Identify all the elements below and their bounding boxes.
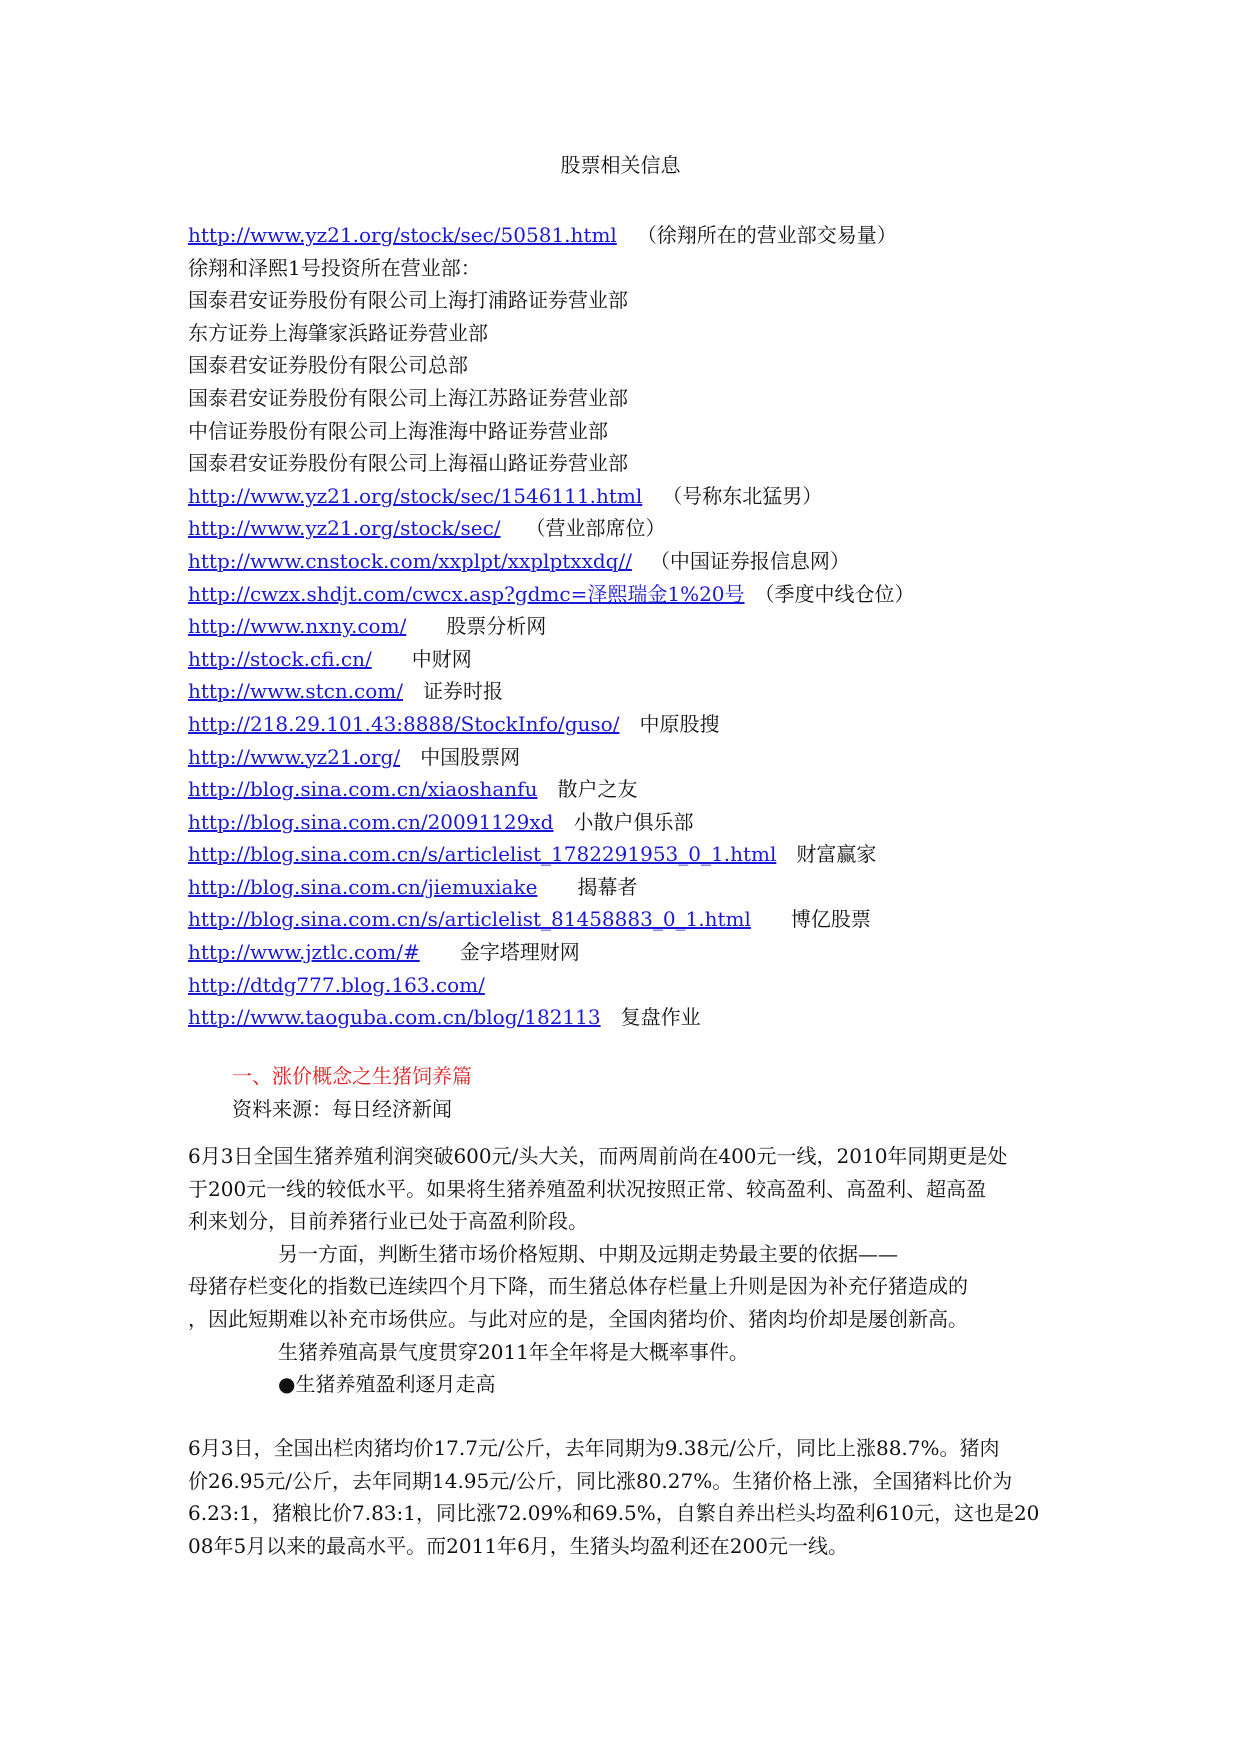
paragraph-1 xyxy=(188,1140,1058,1401)
section-header xyxy=(232,1060,472,1126)
link-list xyxy=(188,219,1088,1034)
link-description: （号称东北猛男） xyxy=(662,483,823,508)
list-text: 国泰君安证券股份有限公司上海福山路证券营业部 xyxy=(188,451,628,476)
url-link[interactable]: http://www.taoguba.com.cn/blog/182113 xyxy=(188,1005,601,1030)
url-link[interactable]: http://www.jztlc.com/# xyxy=(188,940,420,965)
link-description: 中国股票网 xyxy=(420,744,521,769)
list-item xyxy=(188,578,1088,611)
paragraph-line: 母猪存栏变化的指数已连续四个月下降，而生猪总体存栏量上升则是因为补充仔猪造成的 xyxy=(188,1274,968,1299)
list-item xyxy=(188,512,1088,545)
link-description: 复盘作业 xyxy=(620,1005,701,1030)
link-description: （徐翔所在的营业部交易量） xyxy=(636,223,897,247)
link-description: （中国证券报信息网） xyxy=(649,548,850,573)
paragraph-line: 价26.95元/公斤，去年同期14.95元/公斤，同比涨80.27%。生猪价格上涨，全国猪料比价为 xyxy=(188,1468,1013,1493)
list-text: 国泰君安证券股份有限公司上海打浦路证券营业部 xyxy=(188,288,628,313)
list-item xyxy=(188,447,1088,480)
list-item xyxy=(188,610,1088,643)
link-description: 中原股搜 xyxy=(639,711,720,736)
paragraph-line: 6月3日，全国出栏肉猪均价17.7元/公斤，去年同期为9.38元/公斤，同比上涨88.7%。猪肉 xyxy=(188,1436,1000,1460)
paragraph-line: 08年5月以来的最高水平。而2011年6月，生猪头均盈利还在200元一线。 xyxy=(188,1533,848,1558)
list-item xyxy=(188,219,1088,252)
list-item xyxy=(188,936,1088,969)
page-title: 股票相关信息 xyxy=(560,153,681,177)
section-heading: 一、涨价概念之生猪饲养篇 xyxy=(232,1064,472,1088)
list-item xyxy=(188,969,1088,1002)
link-description: 财富赢家 xyxy=(796,842,877,867)
url-link[interactable]: http://cwzx.shdjt.com/cwcx.asp?gdmc=泽熙瑞金1%20号 xyxy=(188,581,745,606)
section-source: 资料来源：每日经济新闻 xyxy=(232,1097,452,1121)
list-text: 徐翔和泽熙1号投资所在营业部： xyxy=(188,255,481,280)
paragraph-line: 利来划分，目前养猪行业已处于高盈利阶段。 xyxy=(188,1209,588,1234)
list-item xyxy=(188,480,1088,513)
link-description: 散户之友 xyxy=(557,777,638,802)
paragraph-line: ，因此短期难以补充市场供应。与此对应的是，全国肉猪均价、猪肉均价却是屡创新高。 xyxy=(188,1306,968,1331)
list-item xyxy=(188,1001,1088,1034)
url-link[interactable]: http://blog.sina.com.cn/s/articlelist_81458883_0_1.html xyxy=(188,907,751,932)
url-link[interactable]: http://dtdg777.blog.163.com/ xyxy=(188,972,485,997)
url-link[interactable]: http://blog.sina.com.cn/xiaoshanfu xyxy=(188,777,538,802)
url-link[interactable]: http://stock.cfi.cn/ xyxy=(188,646,372,671)
url-link[interactable]: http://www.yz21.org/stock/sec/1546111.html xyxy=(188,483,643,508)
list-text: 东方证券上海肇家浜路证券营业部 xyxy=(188,320,488,345)
link-description: 金字塔理财网 xyxy=(459,940,580,965)
list-item xyxy=(188,415,1088,448)
paragraph-line: 另一方面，判断生猪市场价格短期、中期及远期走势最主要的依据—— xyxy=(278,1241,898,1266)
link-description: 揭幕者 xyxy=(577,874,638,899)
url-link[interactable]: http://blog.sina.com.cn/jiemuxiake xyxy=(188,874,538,899)
link-description: 博亿股票 xyxy=(790,907,871,932)
list-text: 国泰君安证券股份有限公司总部 xyxy=(188,353,468,378)
url-link[interactable]: http://blog.sina.com.cn/s/articlelist_1782291953_0_1.html xyxy=(188,842,777,867)
link-description: 中财网 xyxy=(411,646,472,671)
list-item xyxy=(188,708,1088,741)
paragraph-line: 6.23:1，猪粮比价7.83:1，同比涨72.09%和69.5%，自繁自养出栏头均盈利610元，这也是20 xyxy=(188,1501,1040,1526)
list-item xyxy=(188,643,1088,676)
url-link[interactable]: http://www.yz21.org/stock/sec/50581.html xyxy=(188,223,617,247)
list-item xyxy=(188,349,1088,382)
paragraph-line: 生猪养殖高景气度贯穿2011年全年将是大概率事件。 xyxy=(278,1339,749,1364)
link-description: 股票分析网 xyxy=(446,614,547,639)
list-item xyxy=(188,838,1088,871)
list-item xyxy=(188,382,1088,415)
bullet-heading: ●生猪养殖盈利逐月走高 xyxy=(278,1372,496,1397)
list-item xyxy=(188,317,1088,350)
url-link[interactable]: http://www.nxny.com/ xyxy=(188,614,407,639)
list-item xyxy=(188,741,1088,774)
link-description: 小散户俱乐部 xyxy=(573,809,694,834)
list-item xyxy=(188,284,1088,317)
link-description: （季度中线仓位） xyxy=(754,581,915,606)
paragraph-line: 于200元一线的较低水平。如果将生猪养殖盈利状况按照正常、较高盈利、高盈利、超高盈 xyxy=(188,1176,987,1201)
list-item xyxy=(188,545,1088,578)
url-link[interactable]: http://218.29.101.43:8888/StockInfo/guso/ xyxy=(188,711,620,736)
list-item xyxy=(188,773,1088,806)
paragraph-line: 6月3日全国生猪养殖利润突破600元/头大关，而两周前尚在400元一线，2010年同期更是处 xyxy=(188,1144,1008,1168)
paragraph-2 xyxy=(188,1432,1058,1562)
list-item xyxy=(188,903,1088,936)
url-link[interactable]: http://www.stcn.com/ xyxy=(188,679,403,704)
link-description: 证券时报 xyxy=(423,679,503,704)
list-text: 中信证券股份有限公司上海淮海中路证券营业部 xyxy=(188,418,608,443)
list-item xyxy=(188,871,1088,904)
list-item xyxy=(188,252,1088,285)
url-link[interactable]: http://www.yz21.org/stock/sec/ xyxy=(188,516,501,541)
list-item xyxy=(188,806,1088,839)
url-link[interactable]: http://blog.sina.com.cn/20091129xd xyxy=(188,809,554,834)
list-text: 国泰君安证券股份有限公司上海江苏路证券营业部 xyxy=(188,385,628,410)
list-item xyxy=(188,675,1088,708)
url-link[interactable]: http://www.cnstock.com/xxplpt/xxplptxxdq// xyxy=(188,548,632,573)
url-link[interactable]: http://www.yz21.org/ xyxy=(188,744,401,769)
link-description: （营业部席位） xyxy=(525,516,666,541)
